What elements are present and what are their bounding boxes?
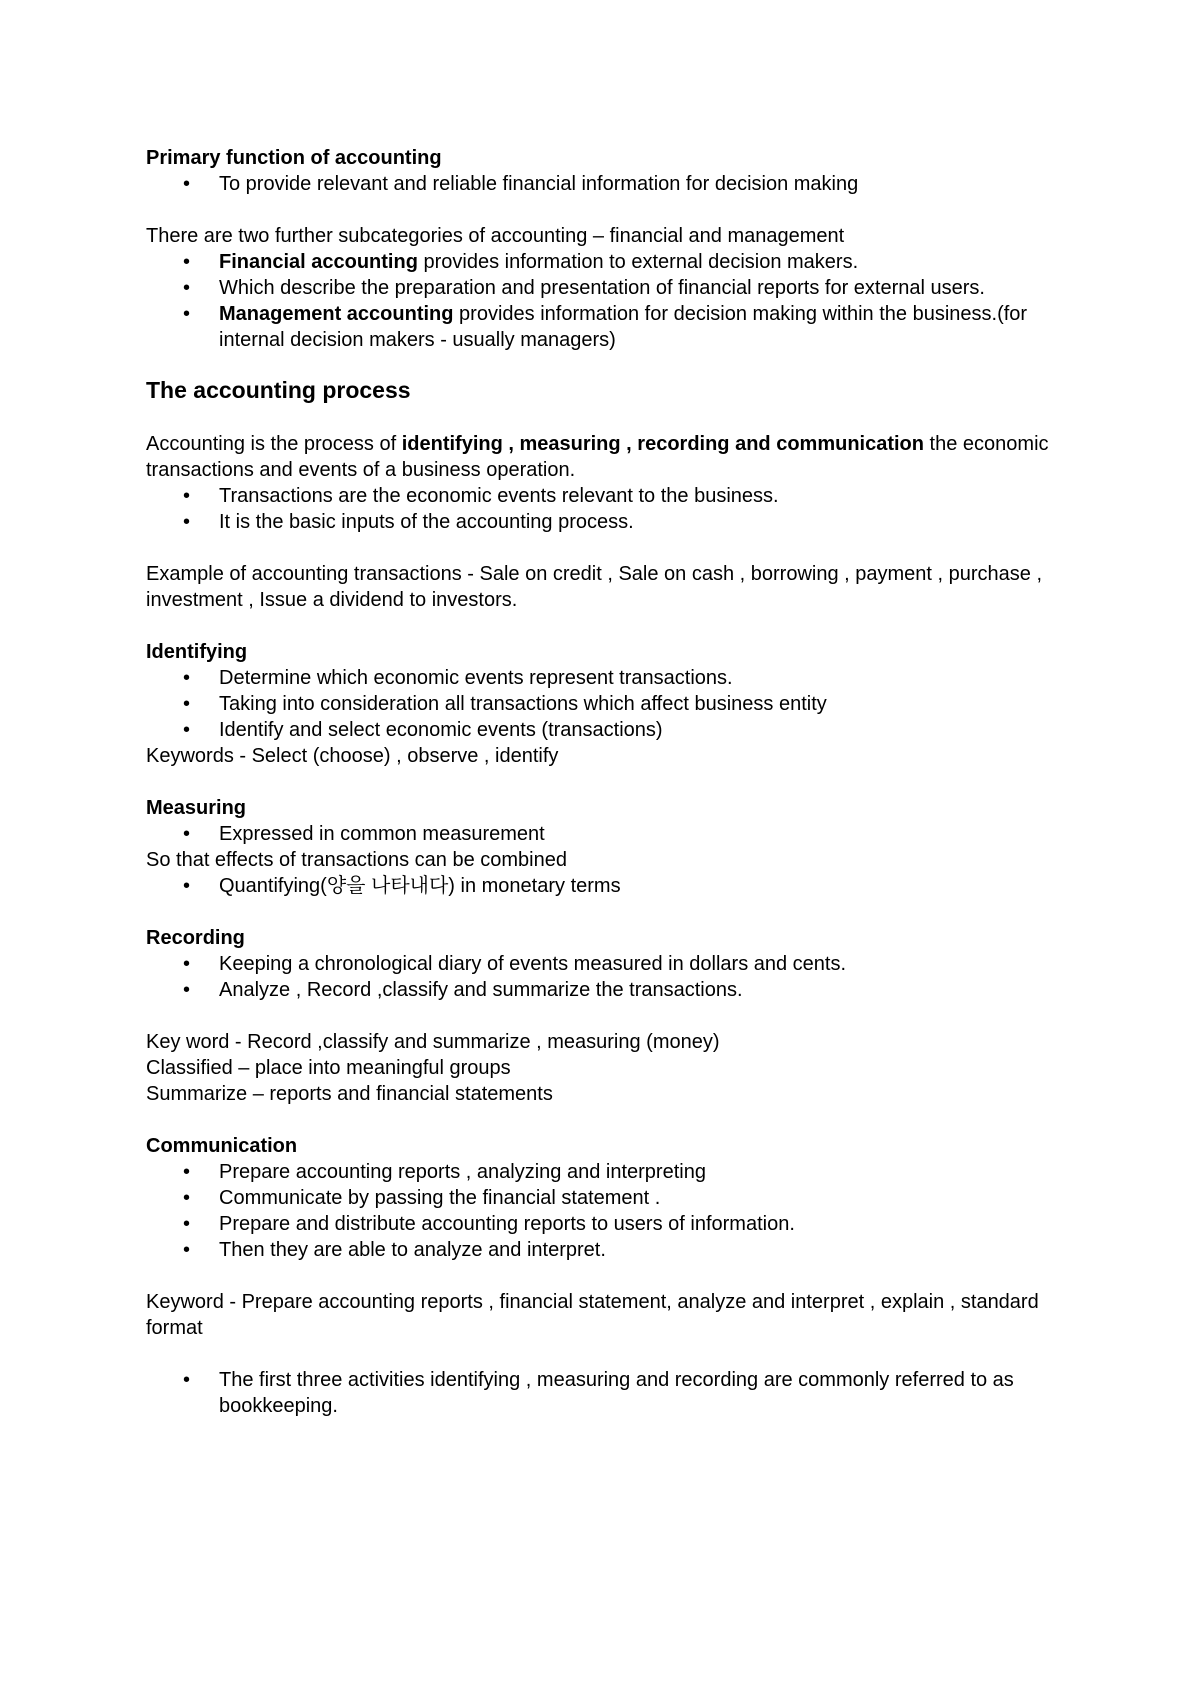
list-item: • Management accounting provides information for decision making within the business.(for internal decision makers - usually managers)	[183, 303, 1028, 351]
identifying-keywords: Keywords - Select (choose) , observe , identify	[146, 745, 559, 767]
measuring-line: So that effects of transactions can be combined	[146, 849, 567, 871]
list-measuring-1	[146, 821, 1066, 847]
list-recording	[146, 951, 1066, 1003]
bullet-icon: •	[183, 1187, 191, 1209]
list-item: • Prepare accounting reports , analyzing and interpreting	[183, 1161, 706, 1183]
list-item: • Then they are able to analyze and interpret.	[183, 1239, 606, 1261]
bullet-icon: •	[183, 303, 191, 325]
bullet-icon: •	[183, 173, 191, 195]
heading-measuring: Measuring	[146, 797, 247, 819]
heading-communication: Communication	[146, 1135, 298, 1157]
recording-classified: Classified – place into meaningful groups	[146, 1057, 511, 1079]
list-item: • Expressed in common measurement	[183, 823, 545, 845]
list-item: • To provide relevant and reliable financial information for decision making	[183, 173, 859, 195]
heading-identifying: Identifying	[146, 641, 248, 663]
example-transactions: Example of accounting transactions - Sale on credit , Sale on cash , borrowing , payment , purchase , investment , Issue a dividend to investors.	[146, 563, 1043, 611]
list-item: • Communicate by passing the financial statement .	[183, 1187, 661, 1209]
bullet-icon: •	[183, 277, 191, 299]
list-measuring-2	[146, 873, 1066, 899]
list-item: • Financial accounting provides information to external decision makers.	[183, 251, 859, 273]
list-item: • The first three activities identifying , measuring and recording are commonly referred to as bookkeeping.	[183, 1369, 1014, 1417]
bullet-icon: •	[183, 875, 191, 897]
bullet-icon: •	[183, 693, 191, 715]
heading-recording: Recording	[146, 927, 245, 949]
bullet-icon: •	[183, 1213, 191, 1235]
list-item: • Determine which economic events represent transactions.	[183, 667, 733, 689]
bullet-icon: •	[183, 1369, 191, 1391]
list-item: • Quantifying(양을 나타내다) in monetary terms	[183, 875, 621, 897]
list-item: • Keeping a chronological diary of events measured in dollars and cents.	[183, 953, 847, 975]
bullet-icon: •	[183, 667, 191, 689]
heading-accounting-process: The accounting process	[146, 377, 411, 403]
list-communication	[146, 1159, 1066, 1263]
recording-keyword: Key word - Record ,classify and summarize , measuring (money)	[146, 1031, 720, 1053]
recording-summarize: Summarize – reports and financial statements	[146, 1083, 553, 1105]
list-item: • Analyze , Record ,classify and summarize the transactions.	[183, 979, 743, 1001]
list-item: • It is the basic inputs of the accounting process.	[183, 511, 634, 533]
list-primary-function	[146, 171, 1066, 197]
list-item: • Prepare and distribute accounting reports to users of information.	[183, 1213, 795, 1235]
bullet-icon: •	[183, 1161, 191, 1183]
list-subcategories	[146, 249, 1066, 353]
bullet-icon: •	[183, 485, 191, 507]
bullet-icon: •	[183, 953, 191, 975]
list-item: • Transactions are the economic events relevant to the business.	[183, 485, 779, 507]
list-process	[146, 483, 1066, 535]
communication-keyword: Keyword - Prepare accounting reports , financial statement, analyze and interpret , explain , standard format	[146, 1291, 1039, 1339]
bullet-icon: •	[183, 511, 191, 533]
heading-primary-function: Primary function of accounting	[146, 147, 442, 169]
bullet-icon: •	[183, 1239, 191, 1261]
list-bookkeeping	[146, 1367, 1066, 1419]
process-intro: Accounting is the process of identifying , measuring , recording and communication the economic transactions and events of a business operation.	[146, 433, 1049, 481]
bullet-icon: •	[183, 719, 191, 741]
bullet-icon: •	[183, 979, 191, 1001]
list-item: • Taking into consideration all transactions which affect business entity	[183, 693, 827, 715]
document-page	[146, 145, 1066, 1419]
list-identifying	[146, 665, 1066, 743]
list-item: • Identify and select economic events (transactions)	[183, 719, 663, 741]
list-item: • Which describe the preparation and presentation of financial reports for external users.	[183, 277, 985, 299]
bullet-icon: •	[183, 251, 191, 273]
bullet-icon: •	[183, 823, 191, 845]
subcategories-intro: There are two further subcategories of accounting – financial and management	[146, 225, 845, 247]
